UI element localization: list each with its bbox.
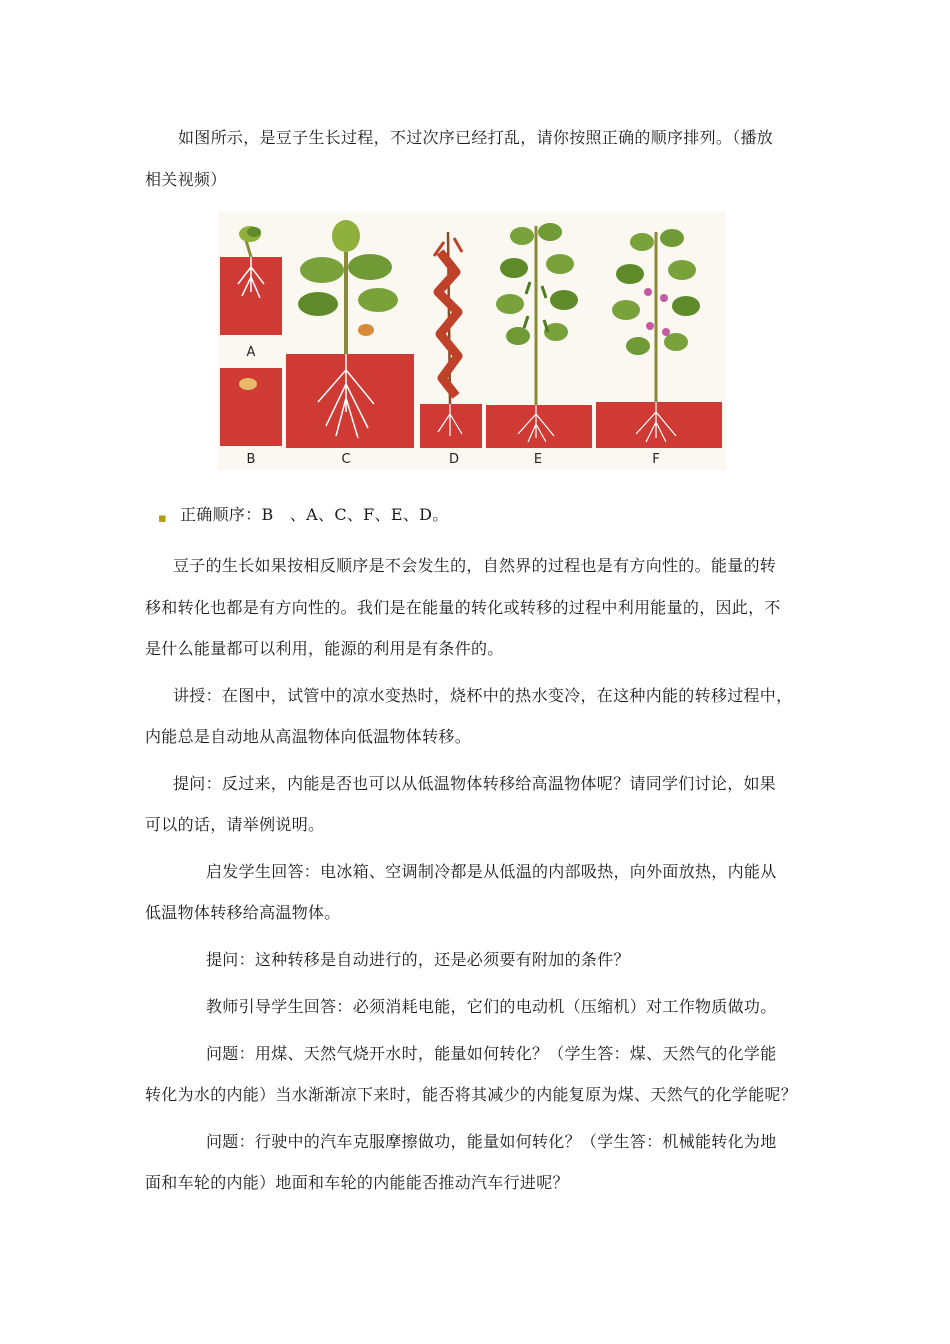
- intro-line-1: 如图所示，是豆子生长过程，不过次序已经打乱，请你按照正确的顺序排列。（播放: [178, 128, 774, 147]
- paragraph-8-line-1: 问题：行驶中的汽车克服摩擦做功，能量如何转化？（学生答：机械能转化为地: [206, 1132, 777, 1151]
- figure-label-e: E: [533, 452, 543, 467]
- paragraph-8-line-2: 面和车轮的内能）地面和车轮的内能能否推动汽车行进呢？: [145, 1173, 569, 1192]
- paragraph-2-line-1: 讲授：在图中，试管中的凉水变热时，烧杯中的热水变冷，在这种内能的转移过程中，: [173, 686, 793, 705]
- bean-growth-figure: [218, 212, 726, 470]
- figure-label-a: A: [246, 345, 256, 360]
- paragraph-1-line-3: 是什么能量都可以利用，能源的利用是有条件的。: [145, 639, 504, 658]
- figure-label-b: B: [246, 452, 256, 467]
- panel-b-seed: [220, 368, 282, 446]
- paragraph-2-line-2: 内能总是自动地从高温物体向低温物体转移。: [145, 727, 472, 746]
- paragraph-7-line-1: 问题：用煤、天然气烧开水时，能量如何转化？（学生答：煤、天然气的化学能: [206, 1044, 777, 1063]
- paragraph-1-line-2: 移和转化也都是有方向性的。我们是在能量的转化或转移的过程中利用能量的，因此，不: [145, 598, 781, 617]
- figure-label-d: D: [448, 452, 460, 467]
- paragraph-4-line-1: 启发学生回答：电冰箱、空调制冷都是从低温的内部吸热，向外面放热，内能从: [206, 862, 777, 881]
- paragraph-6-line-1: 教师引导学生回答：必须消耗电能，它们的电动机（压缩机）对工作物质做功。: [206, 997, 777, 1016]
- answer-bullet: ▪: [158, 511, 168, 526]
- paragraph-5-line-1: 提问：这种转移是自动进行的，还是必须要有附加的条件？: [206, 950, 630, 969]
- figure-label-c: C: [341, 452, 351, 467]
- paragraph-3-line-2: 可以的话，请举例说明。: [145, 815, 325, 834]
- paragraph-1-line-1: 豆子的生长如果按相反顺序是不会发生的，自然界的过程也是有方向性的。能量的转: [173, 556, 777, 575]
- paragraph-4-line-2: 低温物体转移给高温物体。: [145, 903, 341, 922]
- figure-label-f: F: [652, 452, 660, 467]
- intro-line-2: 相关视频）: [145, 170, 227, 189]
- paragraph-7-line-2: 转化为水的内能）当水渐渐凉下来时，能否将其减少的内能复原为煤、天然气的化学能呢？: [145, 1085, 798, 1104]
- paragraph-3-line-1: 提问：反过来，内能是否也可以从低温物体转移给高温物体呢？请同学们讨论，如果: [173, 774, 777, 793]
- answer-text: 正确顺序：B 、A、C、F、E、D。: [180, 505, 449, 524]
